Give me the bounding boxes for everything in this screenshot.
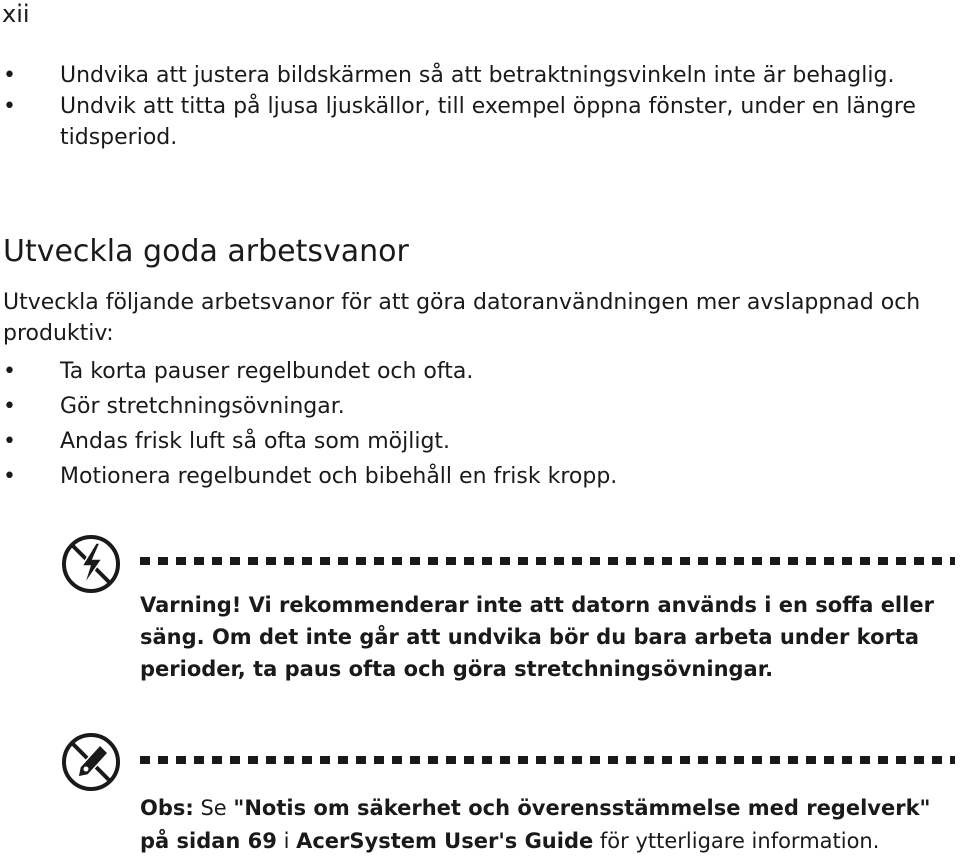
note-text: Obs: Se "Notis om säkerhet och överensstämmelse med regelverk" på sidan 69 i AcerSystem User's Guide för ytterligare information.	[140, 796, 931, 853]
bullet-icon: •	[3, 94, 16, 119]
dotted-separator	[140, 557, 955, 565]
bullet-icon: •	[3, 63, 16, 88]
list-item: • Ta korta pauser regelbundet och ofta.	[0, 356, 940, 387]
section-heading: Utveckla goda arbetsvanor	[3, 234, 409, 269]
bullet-icon: •	[3, 359, 16, 384]
section-intro: Utveckla följande arbetsvanor för att göra datoranvändningen mer avslappnad och produktiv:	[3, 290, 921, 346]
note-label: Obs:	[140, 796, 194, 820]
top-bullet-list	[0, 60, 940, 153]
dotted-separator	[140, 756, 955, 764]
guide-title: AcerSystem User's Guide	[296, 829, 594, 853]
list-item: • Andas frisk luft så ofta som möjligt.	[0, 426, 940, 457]
bullet-icon: •	[3, 394, 16, 419]
list-item: • Undvik att titta på ljusa ljuskällor, till exempel öppna fönster, under en längre tidsperiod.	[0, 91, 940, 153]
habits-bullet-list	[0, 356, 940, 496]
list-item: • Undvika att justera bildskärmen så att betraktningsvinkeln inte är behaglig.	[0, 60, 940, 91]
list-item: • Gör stretchningsövningar.	[0, 391, 940, 422]
bullet-icon: •	[3, 429, 16, 454]
list-item: • Motionera regelbundet och bibehåll en frisk kropp.	[0, 461, 940, 492]
note-reference: "Notis om säkerhet och överensstämmelse med regelverk" på sidan 69	[140, 796, 931, 853]
bullet-icon: •	[3, 464, 16, 489]
warning-text: Varning! Vi rekommenderar inte att datorn används i en soffa eller säng. Om det inte går att undvika bör du bara arbeta under korta perioder, ta paus ofta och göra stretchningsövningar.	[140, 593, 934, 681]
pen-note-icon	[60, 731, 122, 793]
page-number: xii	[2, 0, 30, 28]
lightning-warning-icon	[60, 533, 122, 595]
